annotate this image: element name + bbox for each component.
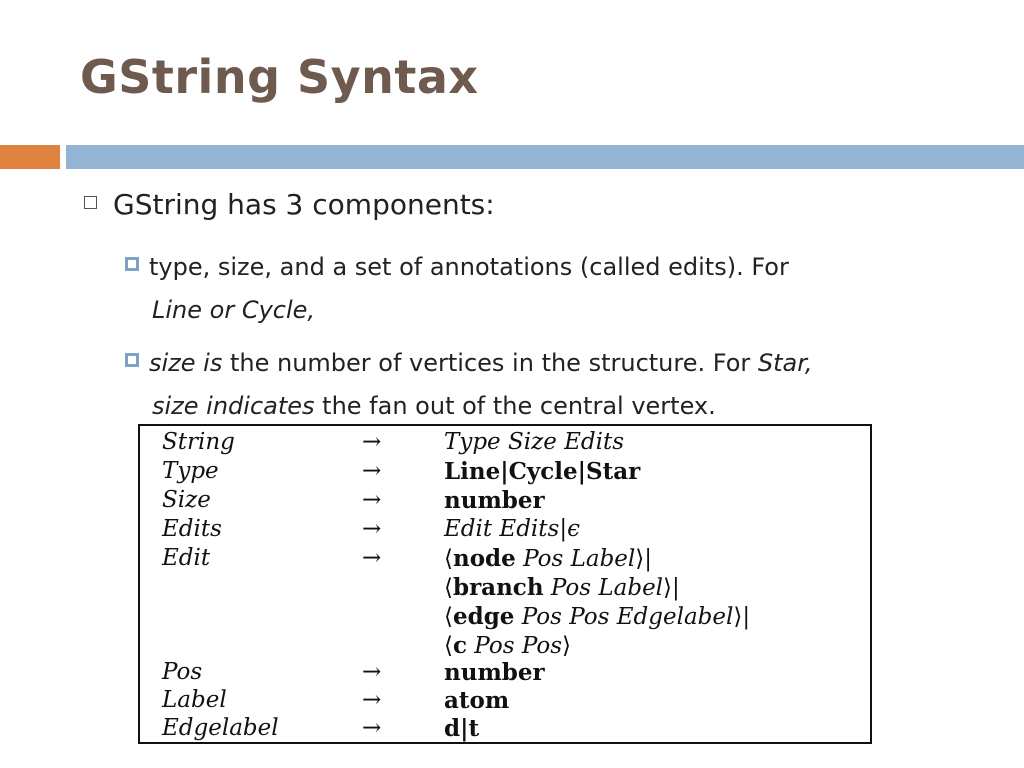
grammar-lhs: Edgelabel xyxy=(162,715,279,741)
grammar-rhs xyxy=(444,658,545,688)
grammar-arrow: → xyxy=(362,545,382,571)
grammar-row xyxy=(140,714,870,743)
grammar-rhs xyxy=(444,714,479,744)
grammar-arrow: → xyxy=(362,458,382,484)
grammar-lhs: Type xyxy=(162,458,219,484)
grammar-rhs xyxy=(444,544,652,574)
grammar-rhs xyxy=(444,428,624,457)
grammar-rhs xyxy=(444,686,509,716)
grammar-keyword: edge xyxy=(452,603,515,630)
grammar-row xyxy=(140,515,870,544)
bullet-level1 xyxy=(84,188,495,221)
grammar-rhs-bold: number xyxy=(444,487,545,514)
sub-bullet-2 xyxy=(125,342,982,428)
grammar-rhs-bold: Line|Cycle|Star xyxy=(444,458,641,485)
grammar-args: Pos Pos xyxy=(467,633,563,659)
grammar-arrow: → xyxy=(362,659,382,685)
grammar-angle-open: ⟨ xyxy=(444,575,453,601)
grammar-row xyxy=(140,544,870,573)
grammar-row xyxy=(140,428,870,457)
grammar-angle-close: ⟩| xyxy=(733,604,751,630)
grammar-row xyxy=(140,602,870,631)
grammar-args: Pos Label xyxy=(515,546,636,572)
grammar-row xyxy=(140,573,870,602)
grammar-row xyxy=(140,658,870,687)
grammar-arrow: → xyxy=(362,687,382,713)
accent-bar-blue xyxy=(66,145,1024,169)
slide-title: GString Syntax xyxy=(80,50,479,104)
grammar-row xyxy=(140,457,870,486)
grammar-angle-close: ⟩ xyxy=(562,633,571,659)
grammar-lhs: Pos xyxy=(162,659,203,685)
grammar-keyword: c xyxy=(452,632,467,659)
hollow-square-bullet-icon xyxy=(84,196,97,209)
grammar-row xyxy=(140,686,870,715)
grammar-lhs: Size xyxy=(162,487,211,513)
grammar-rhs xyxy=(444,486,545,516)
sub-bullet-2-italic1: size is xyxy=(149,349,223,377)
sub-bullet-1 xyxy=(125,246,982,332)
grammar-arrow: → xyxy=(362,487,382,513)
accent-bar-orange xyxy=(0,145,60,169)
grammar-rhs-bold: d|t xyxy=(444,715,480,742)
grammar-rhs-italic: Edit Edits|ϵ xyxy=(444,516,580,542)
grammar-angle-close: ⟩| xyxy=(635,546,652,572)
grammar-lhs: Label xyxy=(162,687,227,713)
grammar-table xyxy=(138,424,872,744)
square-bullet-icon xyxy=(125,257,139,271)
sub-bullet-2-italic2: Star, xyxy=(757,349,813,377)
grammar-rhs xyxy=(444,631,571,661)
grammar-rhs-bold: number xyxy=(444,659,545,686)
grammar-keyword: node xyxy=(452,545,516,572)
grammar-row xyxy=(140,631,870,660)
square-bullet-icon xyxy=(125,353,139,367)
grammar-angle-open: ⟨ xyxy=(444,546,453,572)
grammar-rhs xyxy=(444,602,750,632)
grammar-keyword: branch xyxy=(452,574,544,601)
grammar-angle-open: ⟨ xyxy=(444,633,453,659)
sub-bullet-2-text1: the number of vertices in the structure. For xyxy=(222,349,758,377)
grammar-arrow: → xyxy=(362,516,382,542)
grammar-row xyxy=(140,486,870,515)
grammar-rhs xyxy=(444,573,680,603)
sub-bullet-1-line2: Line or Cycle, xyxy=(152,296,316,324)
grammar-rhs xyxy=(444,515,580,544)
grammar-arrow: → xyxy=(362,715,382,741)
grammar-lhs: Edit xyxy=(162,545,211,571)
bullet-level1-text: GString has 3 components: xyxy=(113,188,495,221)
sub-bullet-2-text2: the fan out of the central vertex. xyxy=(314,392,716,420)
grammar-rhs-bold: atom xyxy=(444,687,510,714)
grammar-angle-open: ⟨ xyxy=(444,604,453,630)
grammar-arrow: → xyxy=(362,429,382,455)
sub-bullet-2-italic3: size indicates xyxy=(152,392,315,420)
grammar-lhs: Edits xyxy=(162,516,222,542)
sub-bullet-1-line1: type, size, and a set of annotations (called edits). For xyxy=(149,253,789,281)
grammar-rhs xyxy=(444,457,640,487)
grammar-args: Pos Pos Edgelabel xyxy=(514,604,734,630)
grammar-args: Pos Label xyxy=(543,575,664,601)
grammar-rhs-italic: Type Size Edits xyxy=(444,429,625,455)
grammar-angle-close: ⟩| xyxy=(663,575,680,601)
grammar-lhs: String xyxy=(162,429,235,455)
